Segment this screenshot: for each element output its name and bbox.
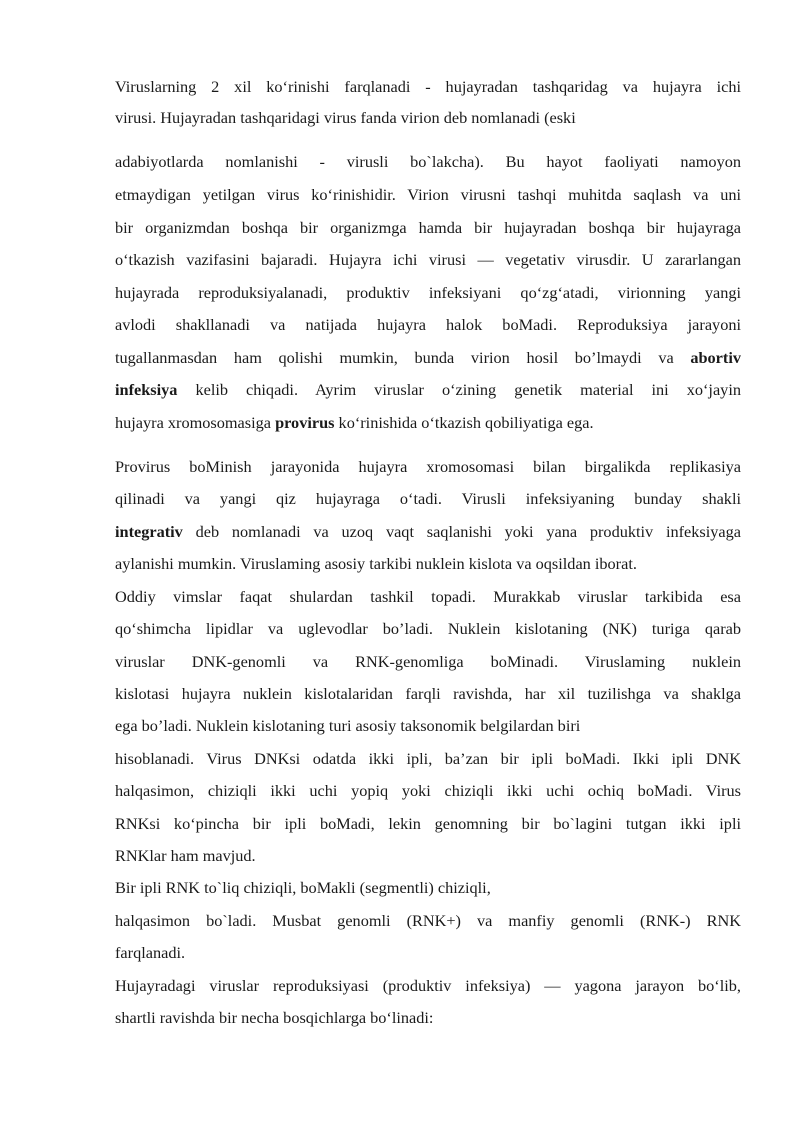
text-line: qilinadi va yangi qiz hujayraga o‘tadi. Virusli infeksiyaning bunday shakli xyxy=(115,489,741,508)
text-line: bir organizmdan boshqa bir organizmga hamda bir hujayradan boshqa bir hujayraga xyxy=(115,218,741,237)
text-line: farqlanadi. xyxy=(115,943,186,962)
text-line: etmaydigan yetilgan virus ko‘rinishidir. Virion virusni tashqi muhitda saqlash va uni xyxy=(115,185,741,204)
text-line: Viruslarning 2 xil ko‘rinishi farqlanadi - hujayradan tashqaridag va hujayra ichi xyxy=(115,77,741,96)
text-line: RNKlar ham mavjud. xyxy=(115,846,256,865)
text-line: RNKsi ko‘pincha bir ipli boMadi, lekin genomning bir bo`lagini tutgan ikki ipli xyxy=(115,814,741,833)
text-line: hisoblanadi. Virus DNKsi odatda ikki ipli, ba’zan bir ipli boMadi. Ikki ipli DNK xyxy=(115,749,741,768)
text-line: shartli ravishda bir necha bosqichlarga bo‘linadi: xyxy=(115,1008,434,1027)
text-line: halqasimon bo`ladi. Musbat genomli (RNK+) va manfiy genomli (RNK-) RNK xyxy=(115,911,741,930)
text-line: aylanishi mumkin. Viruslaming asosiy tarkibi nuklein kislota va oqsildan iborat. xyxy=(115,554,637,573)
text-run: tugallanmasdan ham qolishi mumkin, bunda virion hosil bo’lmaydi va xyxy=(115,348,691,367)
text-line xyxy=(115,520,741,544)
text-line: virusi. Hujayradan tashqaridagi virus fanda virion deb nomlanadi (eski xyxy=(115,108,576,127)
text-run: kelib chiqadi. Ayrim viruslar o‘zining genetik material ini xo‘jayin xyxy=(177,380,741,399)
text-line: halqasimon, chiziqli ikki uchi yopiq yoki chiziqli ikki uchi ochiq boMadi. Virus xyxy=(115,781,741,800)
text-line xyxy=(115,411,741,435)
text-line: Bir ipli RNK to`liq chiziqli, boMakli (segmentli) chiziqli, xyxy=(115,878,491,897)
bold-term-provirus: provirus xyxy=(275,413,335,432)
text-line: Provirus boMinish jarayonida hujayra xromosomasi bilan birgalikda replikasiya xyxy=(115,457,741,476)
text-line: viruslar DNK-genomli va RNK-genomliga boMinadi. Viruslaming nuklein xyxy=(115,652,741,671)
text-line xyxy=(115,346,741,370)
text-line: hujayrada reproduksiyalanadi, produktiv infeksiyani qo‘zg‘atadi, virionning yangi xyxy=(115,283,741,302)
text-run: ko‘rinishida o‘tkazish qobiliyatiga ega. xyxy=(334,413,594,432)
text-line xyxy=(115,378,741,402)
text-run: deb nomlanadi va uzoq vaqt saqlanishi yoki yana produktiv infeksiyaga xyxy=(182,522,741,541)
text-line: kislotasi hujayra nuklein kislotalaridan farqli ravishda, har xil tuzilishga va shaklga xyxy=(115,684,741,703)
text-line: avlodi shakllanadi va natijada hujayra halok boMadi. Reproduksiya jarayoni xyxy=(115,315,741,334)
text-run: hujayra xromosomasiga xyxy=(115,413,276,432)
text-line: ega bo’ladi. Nuklein kislotaning turi asosiy taksonomik belgilardan biri xyxy=(115,716,581,735)
text-line: o‘tkazish vazifasini bajaradi. Hujayra ichi virusi — vegetativ virusdir. U zararlangan xyxy=(115,250,741,269)
text-line: Hujayradagi viruslar reproduksiyasi (produktiv infeksiya) — yagona jarayon bo‘lib, xyxy=(115,976,741,995)
bold-term-integrativ: integrativ xyxy=(115,522,183,541)
text-line: adabiyotlarda nomlanishi - virusli bo`lakcha). Bu hayot faoliyati namoyon xyxy=(115,152,741,171)
text-line: Oddiy vimslar faqat shulardan tashkil topadi. Murakkab viruslar tarkibida esa xyxy=(115,587,741,606)
bold-term-infeksiya: infeksiya xyxy=(115,380,178,399)
text-line: qo‘shimcha lipidlar va uglevodlar bo’ladi. Nuklein kislotaning (NK) turiga qarab xyxy=(115,619,741,638)
bold-term-abortiv: abortiv xyxy=(690,348,741,367)
